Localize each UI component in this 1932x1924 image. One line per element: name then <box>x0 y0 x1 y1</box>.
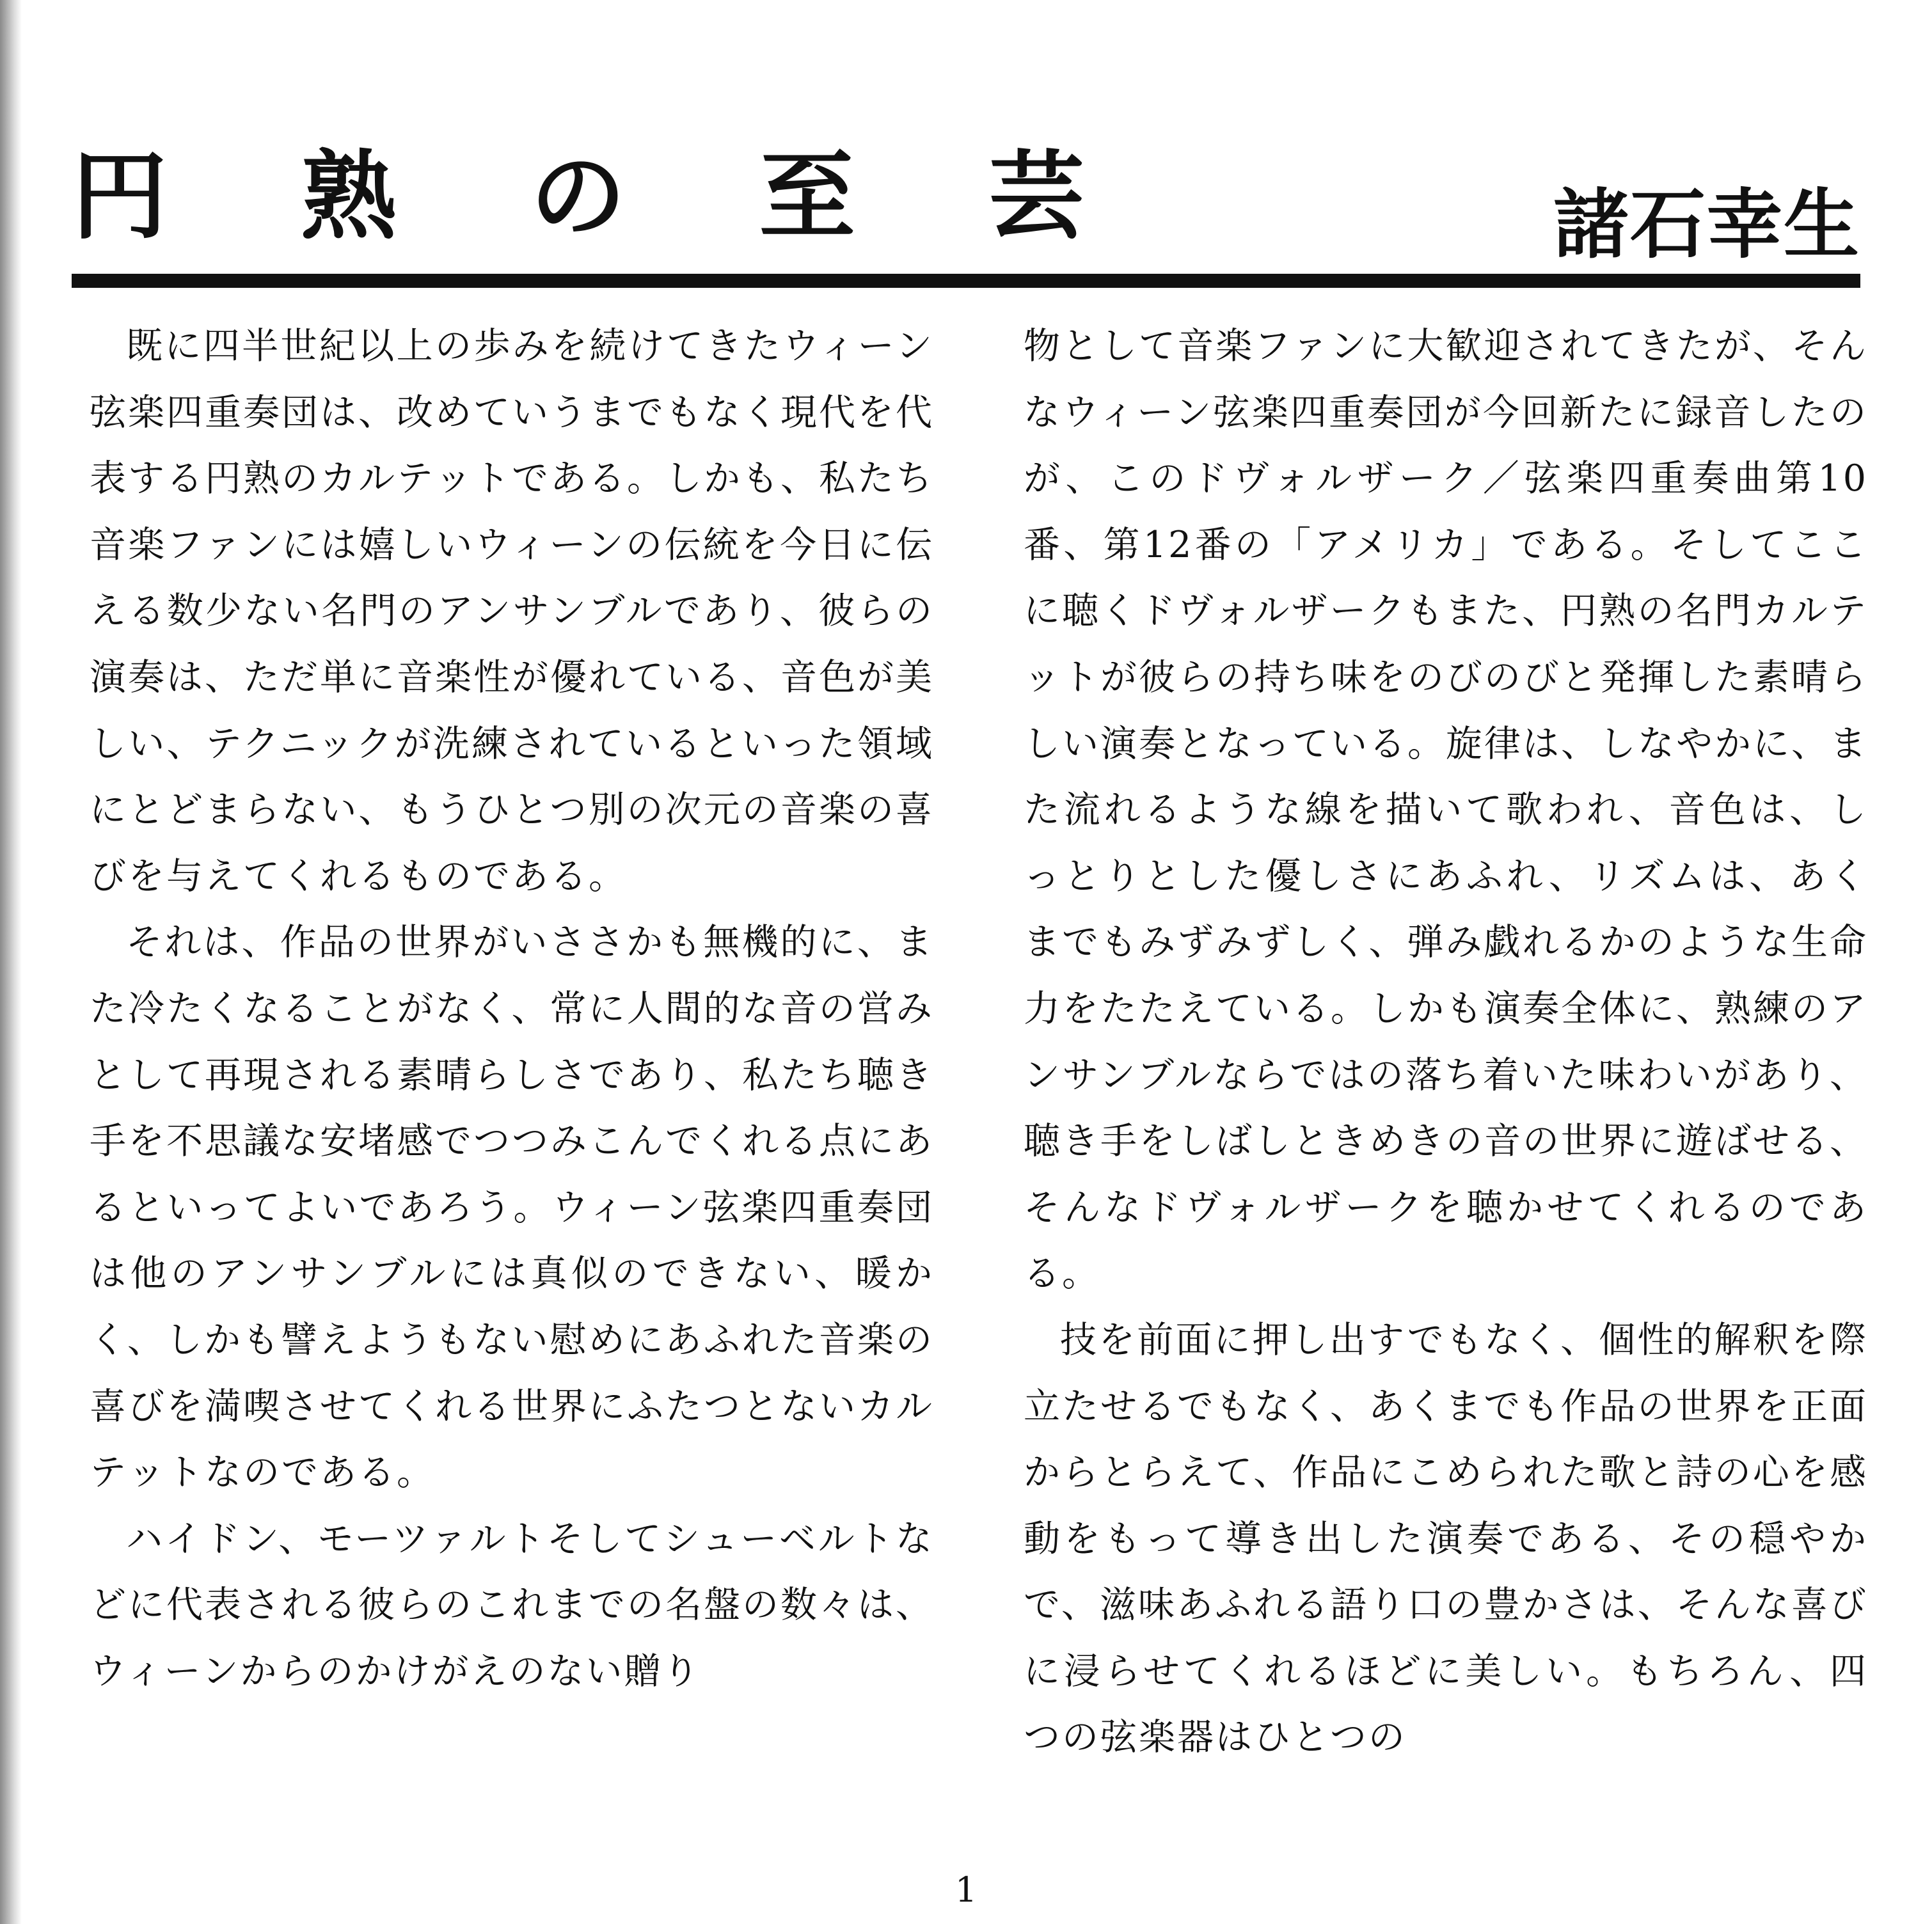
header-rule <box>72 274 1860 288</box>
paragraph-continued: 物として音楽ファンに大歓迎されてきたが、そんなウィーン弦楽四重奏団が今回新たに録音したのが、このドヴォルザーク／弦楽四重奏曲第10番、第12番の「アメリカ」である。そしてここに聴くドヴォルザークもまた、円熟の名門カルテットが彼らの持ち味をのびのびと発揮した素晴らしい演奏となっている。旋律は、しなやかに、また流れるような線を描いて歌われ、音色は、しっとりとした優しさにあふれ、リズムは、あくまでもみずみずしく、弾み戯れるかのような生命力をたたえている。しかも演奏全体に、熟練のアンサンブルならではの落ち着いた味わいがあり、聴き手をしばしときめきの音の世界に遊ばせる、そんなドヴォルザークを聴かせてくれるのである。 <box>1024 325 1868 1295</box>
scan-edge-shadow <box>0 0 22 1924</box>
author-name: 諸石幸生 <box>1553 180 1860 269</box>
paragraph: 技を前面に押し出すでもなく、個性的解釈を際立たせるでもなく、あくまでも作品の世界を正面からとらえて、作品にこめられた歌と詩の心を感動をもって導き出した演奏である、その穏やかで、滋味あふれる語り口の豊かさは、そんな喜びに浸らせてくれるほどに美しい。もちろん、四つの弦楽器はひとつの <box>1024 1318 1868 1759</box>
page-number: 1 <box>954 1870 978 1910</box>
paragraph: それは、作品の世界がいささかも無機的に、また冷たくなることがなく、常に人間的な音の営みとして再現される素晴らしさであり、私たち聴き手を不思議な安堵感でつつみこんでくれる点にあるといってよいであろう。ウィーン弦楽四重奏団は他のアンサンブルには真似のできない、暖かく、しかも譬えようもない慰めにあふれた音楽の喜びを満喫させてくれる世界にふたつとないカルテットなのである。 <box>90 921 934 1494</box>
paragraph: ハイドン、モーツァルトそしてシューベルトなどに代表される彼らのこれまでの名盤の数々は、ウィーンからのかけがえのない贈り <box>90 1517 934 1692</box>
text-column-right <box>1024 313 1868 1771</box>
text-column-left <box>90 313 934 1705</box>
page-title: 円 熟 の 至 芸 <box>72 140 1134 253</box>
paragraph: 既に四半世紀以上の歩みを続けてきたウィーン弦楽四重奏団は、改めていうまでもなく現代を代表する円熟のカルテットである。しかも、私たち音楽ファンには嬉しいウィーンの伝統を今日に伝える数少ない名門のアンサンブルであり、彼らの演奏は、ただ単に音楽性が優れている、音色が美しい、テクニックが洗練されているといった領域にとどまらない、もうひとつ別の次元の音楽の喜びを与えてくれるものである。 <box>90 325 934 897</box>
